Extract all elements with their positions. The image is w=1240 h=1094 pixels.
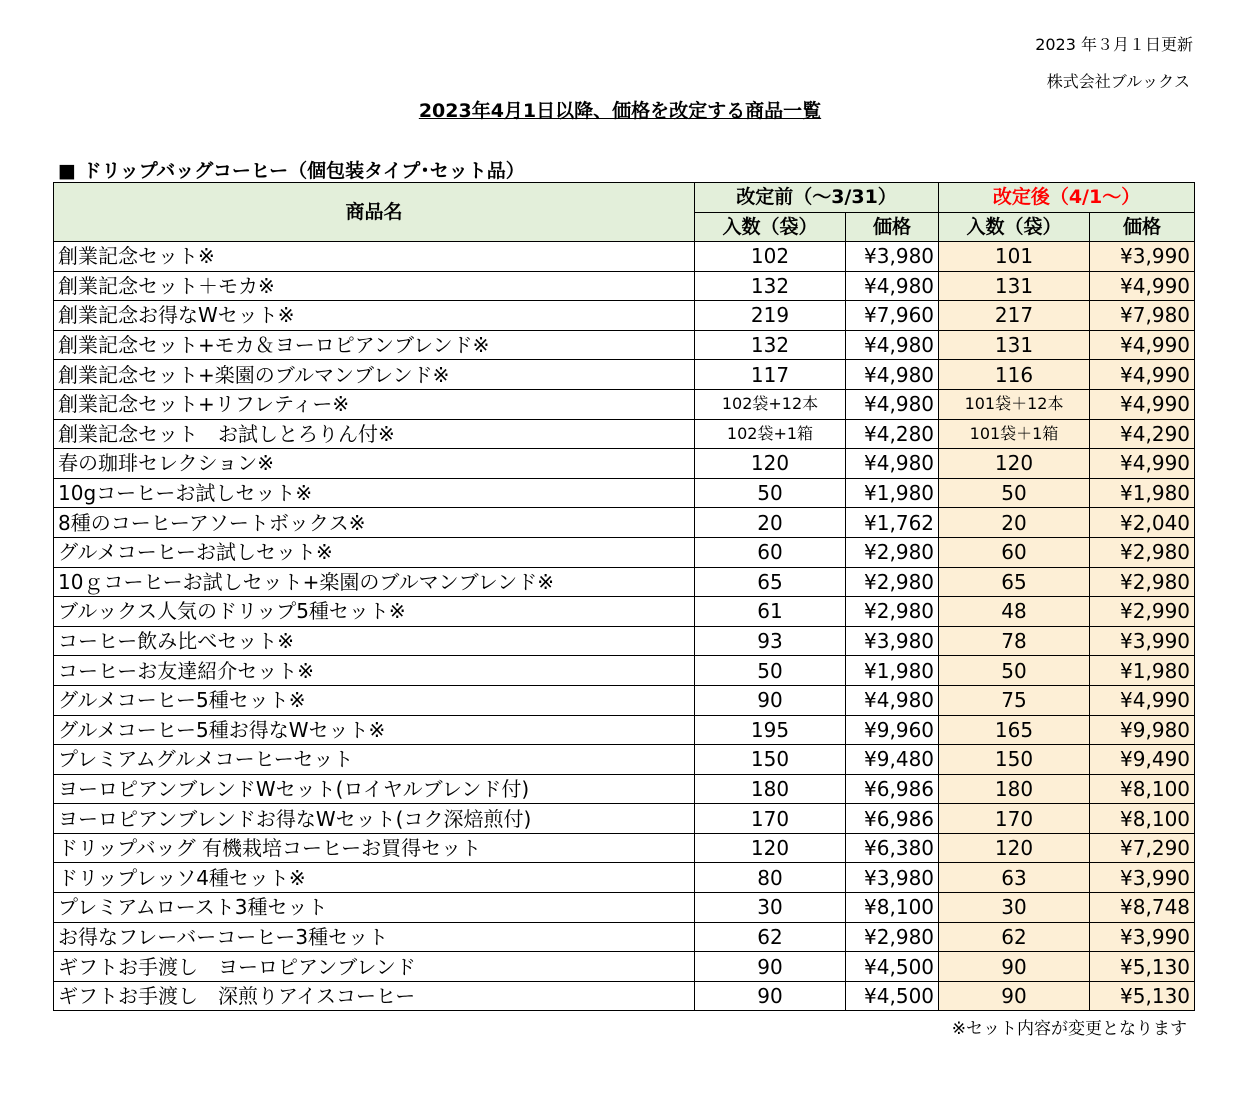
old-price-cell: ¥9,960 (846, 715, 939, 745)
table-row (54, 271, 1195, 301)
old-price-cell: ¥6,986 (846, 804, 939, 834)
old-price-cell: ¥2,980 (846, 597, 939, 627)
table-row (54, 449, 1195, 479)
old-qty-cell: 61 (695, 597, 846, 627)
old-qty-cell: 132 (695, 330, 846, 360)
new-price-cell: ¥3,990 (1090, 863, 1195, 893)
old-qty-cell: 195 (695, 715, 846, 745)
old-price-cell: ¥4,500 (846, 952, 939, 982)
new-qty-cell: 50 (939, 656, 1090, 686)
old-price-cell: ¥1,980 (846, 478, 939, 508)
header-before: 改定前（～3/31） (695, 183, 939, 213)
old-price-cell: ¥4,980 (846, 330, 939, 360)
product-name-cell: お得なフレーバーコーヒー3種セット (54, 922, 695, 952)
old-qty-cell: 62 (695, 922, 846, 952)
table-row (54, 508, 1195, 538)
table-row (54, 745, 1195, 775)
new-price-cell: ¥5,130 (1090, 952, 1195, 982)
old-qty-cell: 80 (695, 863, 846, 893)
product-name-cell: ドリップレッソ4種セット※ (54, 863, 695, 893)
header-product-name: 商品名 (54, 183, 695, 242)
product-name-cell: ヨーロピアンブレンドWセット(ロイヤルブレンド付) (54, 774, 695, 804)
old-qty-cell: 30 (695, 893, 846, 923)
new-qty-cell: 180 (939, 774, 1090, 804)
section-title: ■ ドリップバッグコーヒー（個包装タイプ･セット品） (58, 160, 525, 182)
table-row (54, 685, 1195, 715)
old-price-cell: ¥4,980 (846, 271, 939, 301)
old-qty-cell: 93 (695, 626, 846, 656)
product-name-cell: 創業記念セット お試しとろりん付※ (54, 419, 695, 449)
product-name-cell: 創業記念セット+楽園のブルマンブレンド※ (54, 360, 695, 390)
new-price-cell: ¥9,490 (1090, 745, 1195, 775)
new-price-cell: ¥2,980 (1090, 537, 1195, 567)
header-after: 改定後（4/1～） (939, 183, 1195, 213)
new-qty-cell: 101 (939, 242, 1090, 272)
old-qty-cell: 65 (695, 567, 846, 597)
product-name-cell: 10gコーヒーお試しセット※ (54, 478, 695, 508)
product-name-cell: グルメコーヒー5種セット※ (54, 685, 695, 715)
table-row (54, 301, 1195, 331)
new-price-cell: ¥5,130 (1090, 981, 1195, 1011)
old-qty-cell: 170 (695, 804, 846, 834)
old-qty-cell: 90 (695, 685, 846, 715)
new-price-cell: ¥7,980 (1090, 301, 1195, 331)
new-price-cell: ¥2,040 (1090, 508, 1195, 538)
new-price-cell: ¥4,990 (1090, 330, 1195, 360)
product-name-cell: グルメコーヒーお試しセット※ (54, 537, 695, 567)
table-row (54, 537, 1195, 567)
product-name-cell: ギフトお手渡し ヨーロピアンブレンド (54, 952, 695, 982)
new-qty-cell: 60 (939, 537, 1090, 567)
table-row (54, 656, 1195, 686)
old-price-cell: ¥1,762 (846, 508, 939, 538)
table-body (54, 242, 1195, 1011)
new-price-cell: ¥8,748 (1090, 893, 1195, 923)
product-name-cell: 創業記念セット※ (54, 242, 695, 272)
product-name-cell: ヨーロピアンブレンドお得なWセット(コク深焙煎付) (54, 804, 695, 834)
new-price-cell: ¥2,990 (1090, 597, 1195, 627)
header-new-qty: 入数（袋） (939, 212, 1090, 242)
new-qty-cell: 90 (939, 981, 1090, 1011)
product-name-cell: 創業記念セット+リフレティー※ (54, 389, 695, 419)
new-price-cell: ¥4,990 (1090, 360, 1195, 390)
old-price-cell: ¥6,986 (846, 774, 939, 804)
new-qty-cell: 120 (939, 449, 1090, 479)
new-qty-cell: 62 (939, 922, 1090, 952)
old-price-cell: ¥3,980 (846, 626, 939, 656)
price-table (53, 182, 1195, 1011)
old-price-cell: ¥4,980 (846, 389, 939, 419)
new-price-cell: ¥7,290 (1090, 833, 1195, 863)
old-price-cell: ¥2,980 (846, 922, 939, 952)
table-row (54, 330, 1195, 360)
new-qty-cell: 78 (939, 626, 1090, 656)
table-row (54, 567, 1195, 597)
product-name-cell: 創業記念お得なWセット※ (54, 301, 695, 331)
old-price-cell: ¥1,980 (846, 656, 939, 686)
new-price-cell: ¥4,290 (1090, 419, 1195, 449)
old-qty-cell: 219 (695, 301, 846, 331)
new-qty-cell: 63 (939, 863, 1090, 893)
new-price-cell: ¥4,990 (1090, 449, 1195, 479)
product-name-cell: グルメコーヒー5種お得なWセット※ (54, 715, 695, 745)
new-qty-cell: 101袋＋1箱 (939, 419, 1090, 449)
header-old-price: 価格 (846, 212, 939, 242)
product-name-cell: コーヒーお友達紹介セット※ (54, 656, 695, 686)
new-qty-cell: 20 (939, 508, 1090, 538)
old-qty-cell: 20 (695, 508, 846, 538)
old-price-cell: ¥4,980 (846, 360, 939, 390)
old-qty-cell: 50 (695, 478, 846, 508)
new-qty-cell: 170 (939, 804, 1090, 834)
new-price-cell: ¥2,980 (1090, 567, 1195, 597)
new-qty-cell: 30 (939, 893, 1090, 923)
new-price-cell: ¥1,980 (1090, 656, 1195, 686)
product-name-cell: 8種のコーヒーアソートボックス※ (54, 508, 695, 538)
new-price-cell: ¥8,100 (1090, 804, 1195, 834)
old-qty-cell: 180 (695, 774, 846, 804)
new-qty-cell: 65 (939, 567, 1090, 597)
old-qty-cell: 60 (695, 537, 846, 567)
old-price-cell: ¥4,980 (846, 449, 939, 479)
document-title-text: 2023年4月1日以降、価格を改定する商品一覧 (418, 100, 822, 122)
new-qty-cell: 116 (939, 360, 1090, 390)
old-qty-cell: 150 (695, 745, 846, 775)
table-row (54, 893, 1195, 923)
product-name-cell: 10ｇコーヒーお試しセット+楽園のブルマンブレンド※ (54, 567, 695, 597)
old-qty-cell: 90 (695, 952, 846, 982)
new-price-cell: ¥8,100 (1090, 774, 1195, 804)
document-title (0, 96, 1240, 123)
new-qty-cell: 217 (939, 301, 1090, 331)
old-price-cell: ¥8,100 (846, 893, 939, 923)
new-qty-cell: 131 (939, 271, 1090, 301)
old-qty-cell: 102 (695, 242, 846, 272)
new-price-cell: ¥3,990 (1090, 242, 1195, 272)
product-name-cell: 春の珈琲セレクション※ (54, 449, 695, 479)
new-qty-cell: 48 (939, 597, 1090, 627)
new-qty-cell: 75 (939, 685, 1090, 715)
table-row (54, 715, 1195, 745)
header-new-price: 価格 (1090, 212, 1195, 242)
new-price-cell: ¥1,980 (1090, 478, 1195, 508)
company-name: 株式会社ブルックス (1046, 72, 1190, 91)
old-qty-cell: 102袋+1箱 (695, 419, 846, 449)
old-qty-cell: 50 (695, 656, 846, 686)
table-row (54, 922, 1195, 952)
product-name-cell: コーヒー飲み比べセット※ (54, 626, 695, 656)
old-price-cell: ¥9,480 (846, 745, 939, 775)
new-qty-cell: 150 (939, 745, 1090, 775)
table-row (54, 597, 1195, 627)
old-qty-cell: 120 (695, 833, 846, 863)
new-qty-cell: 90 (939, 952, 1090, 982)
old-qty-cell: 90 (695, 981, 846, 1011)
new-price-cell: ¥4,990 (1090, 389, 1195, 419)
new-qty-cell: 120 (939, 833, 1090, 863)
old-price-cell: ¥4,980 (846, 685, 939, 715)
old-qty-cell: 102袋+12本 (695, 389, 846, 419)
new-price-cell: ¥4,990 (1090, 685, 1195, 715)
new-qty-cell: 101袋＋12本 (939, 389, 1090, 419)
old-price-cell: ¥7,960 (846, 301, 939, 331)
table-row (54, 626, 1195, 656)
old-price-cell: ¥4,500 (846, 981, 939, 1011)
table-row (54, 389, 1195, 419)
table-row (54, 981, 1195, 1011)
old-qty-cell: 120 (695, 449, 846, 479)
table-row (54, 833, 1195, 863)
table-row (54, 804, 1195, 834)
table-row (54, 360, 1195, 390)
new-qty-cell: 50 (939, 478, 1090, 508)
new-qty-cell: 131 (939, 330, 1090, 360)
product-name-cell: ドリップバッグ 有機栽培コーヒーお買得セット (54, 833, 695, 863)
header-old-qty: 入数（袋） (695, 212, 846, 242)
update-date: 2023 年３月１日更新 (1035, 35, 1193, 54)
table-row (54, 774, 1195, 804)
product-name-cell: プレミアムロースト3種セット (54, 893, 695, 923)
product-name-cell: 創業記念セット＋モカ※ (54, 271, 695, 301)
footnote: ※セット内容が変更となります (951, 1019, 1187, 1039)
old-price-cell: ¥6,380 (846, 833, 939, 863)
old-qty-cell: 132 (695, 271, 846, 301)
old-qty-cell: 117 (695, 360, 846, 390)
table-row (54, 863, 1195, 893)
new-price-cell: ¥3,990 (1090, 922, 1195, 952)
product-name-cell: 創業記念セット+モカ＆ヨーロピアンブレンド※ (54, 330, 695, 360)
table-row (54, 242, 1195, 272)
table-row (54, 419, 1195, 449)
product-name-cell: ギフトお手渡し 深煎りアイスコーヒー (54, 981, 695, 1011)
new-price-cell: ¥3,990 (1090, 626, 1195, 656)
old-price-cell: ¥3,980 (846, 242, 939, 272)
old-price-cell: ¥4,280 (846, 419, 939, 449)
new-qty-cell: 165 (939, 715, 1090, 745)
table-row (54, 952, 1195, 982)
new-price-cell: ¥4,990 (1090, 271, 1195, 301)
old-price-cell: ¥3,980 (846, 863, 939, 893)
product-name-cell: ブルックス人気のドリップ5種セット※ (54, 597, 695, 627)
old-price-cell: ¥2,980 (846, 567, 939, 597)
table-row (54, 478, 1195, 508)
new-price-cell: ¥9,980 (1090, 715, 1195, 745)
product-name-cell: プレミアムグルメコーヒーセット (54, 745, 695, 775)
old-price-cell: ¥2,980 (846, 537, 939, 567)
